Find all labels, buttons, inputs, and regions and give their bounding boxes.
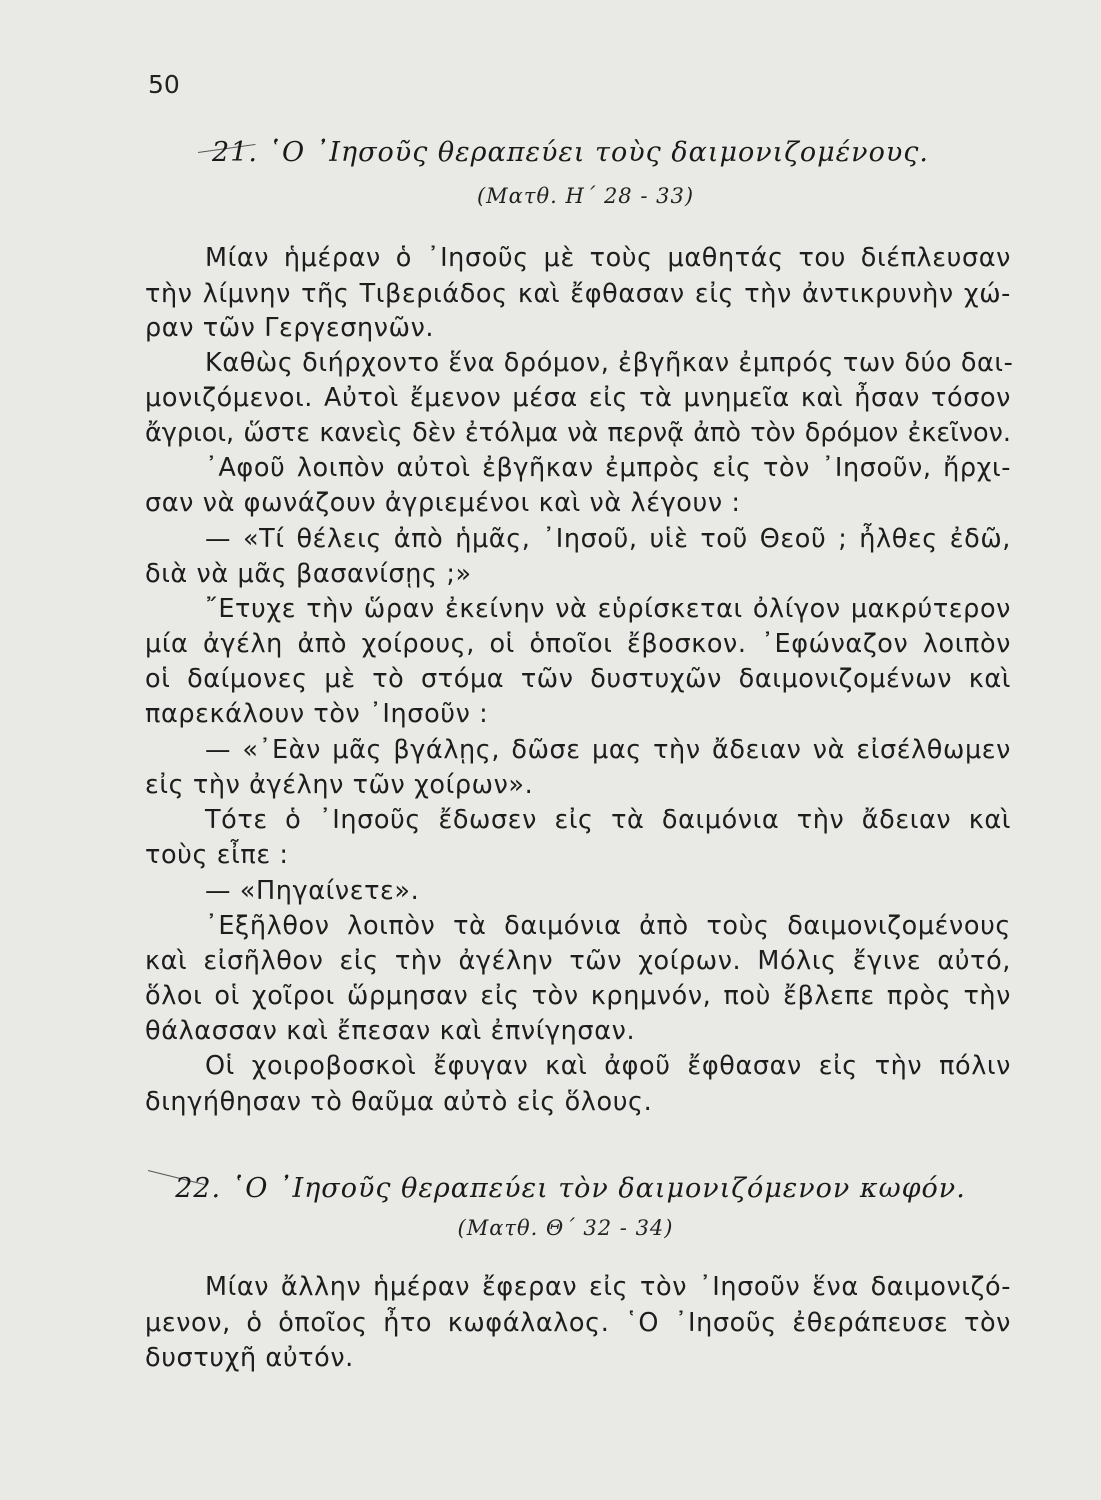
text-line: τὴν λίμνην τῆς Τιβεριάδος καὶ ἔφθασαν εἰς τὴν ἀντικρυνὴν χώ- <box>145 279 1011 309</box>
text-line: οἱ δαίμονες μὲ τὸ στόμα τῶν δυστυχῶν δαιμονιζομένων καὶ <box>145 664 1011 694</box>
text-line: ᾿Εξῆλθον λοιπὸν τὰ δαιμόνια ἀπὸ τοὺς δαιμονιζομένους <box>205 911 1011 941</box>
text-line: — «Τί θέλεις ἀπὸ ἡμᾶς, ᾿Ιησοῦ, υἱὲ τοῦ Θεοῦ ; ἦλθες ἐδῶ, <box>205 524 1011 554</box>
text-line: μία ἀγέλη ἀπὸ χοίρους, οἱ ὁποῖοι ἔβοσκον. ᾿Εφώναζον λοιπὸν <box>145 629 1011 659</box>
text-line: ῎Ετυχε τὴν ὥραν ἐκείνην νὰ εὑρίσκεται ὀλίγον μακρύτερον <box>205 594 1011 624</box>
text-line: ὅλοι οἱ χοῖροι ὥρμησαν εἰς τὸν κρημνόν, ποὺ ἔβλεπε πρὸς τὴν <box>145 981 1011 1011</box>
text-line: Καθὼς διήρχοντο ἕνα δρόμον, ἐβγῆκαν ἐμπρός των δύο δαι- <box>205 348 1014 378</box>
text-line: διηγήθησαν τὸ θαῦμα αὐτὸ εἰς ὅλους. <box>145 1087 653 1117</box>
text-line: ᾿Αφοῦ λοιπὸν αὐτοὶ ἐβγῆκαν ἐμπρὸς εἰς τὸν ᾿Ιησοῦν, ἤρχι- <box>205 453 1011 483</box>
section-21-title: 21. ῾Ο ᾿Ιησοῦς θεραπεύει τοὺς δαιμονιζομένους. <box>212 137 929 168</box>
text-line: — «Πηγαίνετε». <box>205 876 420 906</box>
text-line: μενον, ὁ ὁποῖος ἦτο κωφάλαλος. ῾Ο ᾿Ιησοῦς ἐθεράπευσε τὸν <box>145 1308 1011 1338</box>
text-line: παρεκάλουν τὸν ᾿Ιησοῦν : <box>145 699 489 729</box>
section-22-title: 22. ῾Ο ᾿Ιησοῦς θεραπεύει τὸν δαιμονιζόμενον κωφόν. <box>175 1173 966 1204</box>
text-line: καὶ εἰσῆλθον εἰς τὴν ἀγέλην τῶν χοίρων. Μόλις ἔγινε αὐτό, <box>145 946 1011 976</box>
text-line: — «᾿Εὰν μᾶς βγάλῃς, δῶσε μας τὴν ἄδειαν νὰ εἰσέλθωμεν <box>205 735 1011 765</box>
text-line: ραν τῶν Γεργεσηνῶν. <box>145 313 435 343</box>
text-line: Μίαν ἄλλην ἡμέραν ἔφεραν εἰς τὸν ᾿Ιησοῦν ἕνα δαιμονιζό- <box>205 1272 1011 1302</box>
section-21-reference: (Ματθ. Η΄ 28 - 33) <box>476 184 695 208</box>
text-line: θάλασσαν καὶ ἔπεσαν καὶ ἐπνίγησαν. <box>145 1016 636 1046</box>
text-line: τοὺς εἶπε : <box>145 840 289 870</box>
text-line: Τότε ὁ ᾿Ιησοῦς ἔδωσεν εἰς τὰ δαιμόνια τὴν ἄδειαν καὶ <box>205 805 1011 835</box>
text-line: διὰ νὰ μᾶς βασανίσῃς ;» <box>145 559 472 589</box>
text-line: ἄγριοι, ὥστε κανεὶς δὲν ἐτόλμα νὰ περνᾷ ἀπὸ τὸν δρόμον ἐκεῖνον. <box>145 418 1011 448</box>
section-22-reference: (Ματθ. Θ΄ 32 - 34) <box>457 1216 674 1240</box>
page-number: 50 <box>148 70 180 99</box>
text-line: Οἱ χοιροβοσκοὶ ἔφυγαν καὶ ἀφοῦ ἔφθασαν εἰς τὴν πόλιν <box>205 1051 1011 1081</box>
text-line: μονιζόμενοι. Αὐτοὶ ἔμενον μέσα εἰς τὰ μνημεῖα καὶ ἦσαν τόσον <box>145 383 1011 413</box>
text-line: σαν νὰ φωνάζουν ἀγριεμένοι καὶ νὰ λέγουν : <box>145 488 741 518</box>
text-line: εἰς τὴν ἀγέλην τῶν χοίρων». <box>145 770 534 800</box>
text-line: δυστυχῆ αὐτόν. <box>145 1343 354 1373</box>
text-line: Μίαν ἡμέραν ὁ ᾿Ιησοῦς μὲ τοὺς μαθητάς του διέπλευσαν <box>205 243 1011 273</box>
